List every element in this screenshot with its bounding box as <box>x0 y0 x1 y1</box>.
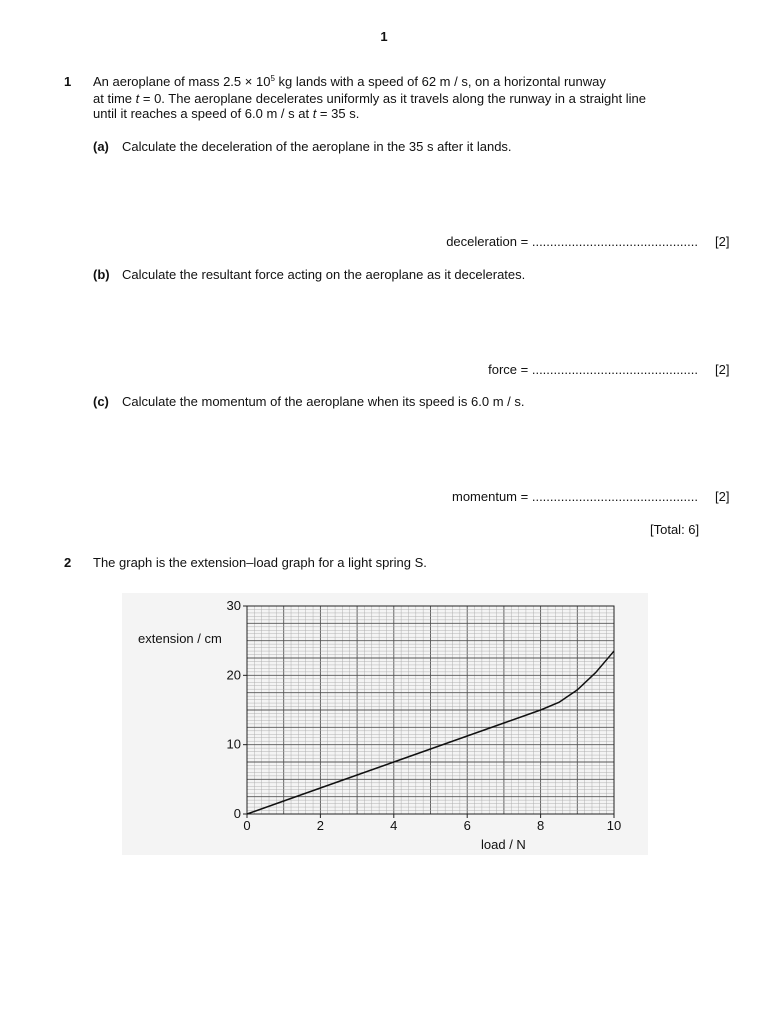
x-tick-label: 6 <box>463 818 471 833</box>
y-tick-label: 20 <box>226 667 241 683</box>
x-tick-label: 4 <box>390 818 398 833</box>
x-tick-label: 0 <box>243 818 251 833</box>
x-axis-label: load / N <box>481 837 526 852</box>
question-2-number: 2 <box>64 555 72 570</box>
part-a-answer-label: deceleration = <box>446 234 529 249</box>
part-c-answer-dots[interactable]: .............................................. <box>531 489 698 504</box>
question-1-stem-line-2: at time t = 0. The aeroplane decelerates uniformly as it travels along the runway in a straight line <box>93 91 646 106</box>
part-b-label: (b) <box>93 267 110 282</box>
question-2-stem: The graph is the extension–load graph for a light spring S. <box>93 555 427 570</box>
x-tick-label: 8 <box>536 818 545 833</box>
part-b-answer-dots[interactable]: .............................................. <box>531 362 698 377</box>
page-number: 1 <box>380 29 388 44</box>
part-a-answer-dots[interactable]: .............................................. <box>531 234 698 249</box>
question-1-number: 1 <box>64 74 72 89</box>
y-tick-label: 0 <box>233 806 241 821</box>
y-axis-label: extension / cm <box>138 631 222 646</box>
part-a-mark: [2] <box>715 234 730 249</box>
part-c-mark: [2] <box>715 489 730 504</box>
part-b-answer-label: force = <box>488 362 529 377</box>
part-a-text: Calculate the deceleration of the aeroplane in the 35 s after it lands. <box>122 139 512 154</box>
part-c-text: Calculate the momentum of the aeroplane when its speed is 6.0 m / s. <box>122 394 525 409</box>
x-tick-label: 2 <box>316 818 325 833</box>
part-c-label: (c) <box>93 394 109 409</box>
question-1-total: [Total: 6] <box>650 522 700 537</box>
chart-grid <box>247 606 614 814</box>
x-tick-label: 10 <box>606 818 622 833</box>
question-1-stem-line-1: An aeroplane of mass $2.5 \times 10^5$ kg lands with a speed of 62 m / s, on a horizontal runway <box>93 74 606 89</box>
part-b-mark: [2] <box>715 362 730 377</box>
part-a-label: (a) <box>93 139 109 154</box>
y-tick-label: 30 <box>226 598 241 613</box>
y-tick-label: 10 <box>226 736 241 752</box>
part-c-answer-label: momentum = <box>451 489 529 504</box>
part-b-text: Calculate the resultant force acting on the aeroplane as it decelerates. <box>122 267 526 282</box>
question-1-stem-line-3: until it reaches a speed of 6.0 m / s at t = 35 s. <box>93 106 360 121</box>
